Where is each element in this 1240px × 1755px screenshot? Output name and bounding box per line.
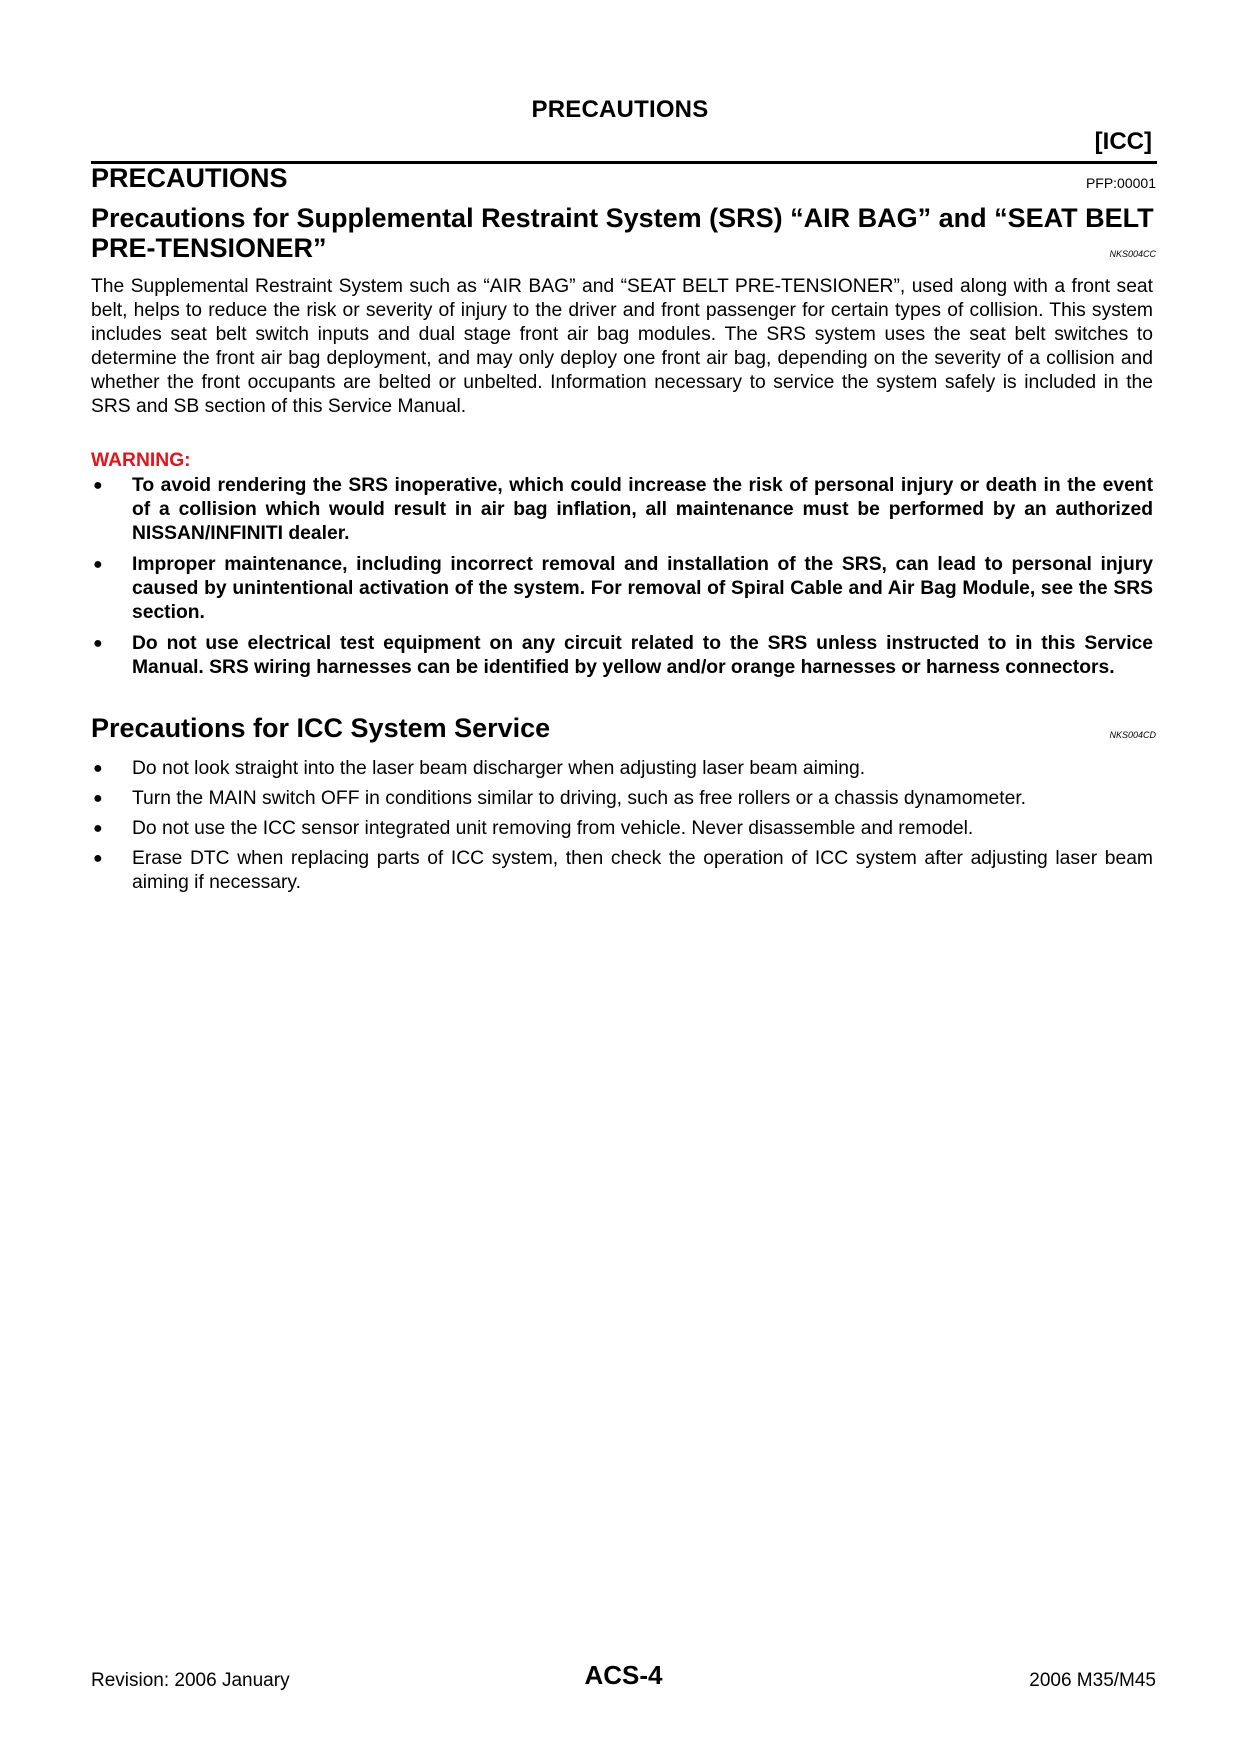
warning-label: WARNING: [91,450,191,471]
list-item [91,817,1153,841]
chapter-title: PRECAUTIONS [91,163,288,193]
list-item [91,757,1153,781]
warning-item [91,474,1153,546]
bullet-icon: ● [93,820,103,837]
warning-item [91,632,1153,680]
warning-item-text: To avoid rendering the SRS inoperative, which could increase the risk of personal injury or death in the event of a collision which would result in air bag inflation, all maintenance must be performed by an authorized NISSAN/INFINITI dealer. [132,475,1153,544]
srs-heading: Precautions for Supplemental Restraint System (SRS) “AIR BAG” and “SEAT BELT PRE-TENSIONER” [91,203,1154,263]
page-header-title: PRECAUTIONS [531,96,709,123]
list-item-text: Do not look straight into the laser beam discharger when adjusting laser beam aiming. [132,758,866,779]
icc-precaution-list [91,757,1153,901]
list-item-text: Turn the MAIN switch OFF in conditions similar to driving, such as free rollers or a chassis dynamometer. [132,788,1027,809]
section-tag: [ICC] [1094,128,1152,155]
bullet-icon: ● [93,760,103,777]
warning-list [91,474,1153,687]
icc-heading: Precautions for ICC System Service [91,713,551,743]
srs-intro-paragraph: The Supplemental Restraint System such as “AIR BAG” and “SEAT BELT PRE-TENSIONER”, used along with a front seat belt, helps to reduce the risk or severity of injury to the driver and front passenger for certain types of collision. This system includes seat belt switch inputs and dual stage front air bag modules. The SRS system uses the seat belt switches to determine the front air bag deployment, and may only deploy one front air bag, depending on the severity of a collision and whether the front occupants are belted or unbelted. Information necessary to service the system safely is included in the SRS and SB section of this Service Manual. [91,276,1153,417]
list-item [91,847,1153,895]
srs-reference-code: NKS004CC [1109,249,1156,259]
warning-item-text: Improper maintenance, including incorrect removal and installation of the SRS, can lead to personal injury caused by unintentional activation of the system. For removal of Spiral Cable and Air Bag Module, see the SRS section. [132,554,1153,623]
page-footer [91,1660,1156,1694]
footer-page-number: ACS-4 [584,1660,663,1690]
list-item-text: Erase DTC when replacing parts of ICC system, then check the operation of ICC system after adjusting laser beam aiming if necessary. [132,848,1153,893]
bullet-icon: ● [93,477,103,494]
icc-reference-code: NKS004CD [1109,730,1156,740]
footer-model: 2006 M35/M45 [1029,1670,1156,1691]
warning-item-text: Do not use electrical test equipment on any circuit related to the SRS unless instructed to in this Service Manual. SRS wiring harnesses can be identified by yellow and/or orange harnesses or harness connectors. [132,633,1153,678]
list-item-text: Do not use the ICC sensor integrated unit removing from vehicle. Never disassemble and remodel. [132,818,974,839]
list-item [91,787,1153,811]
footer-revision: Revision: 2006 January [91,1670,290,1691]
bullet-icon: ● [93,790,103,807]
chapter-row [91,163,1156,197]
bullet-icon: ● [93,850,103,867]
bullet-icon: ● [93,556,103,573]
chapter-code: PFP:00001 [1085,175,1156,191]
bullet-icon: ● [93,635,103,652]
warning-item [91,553,1153,625]
